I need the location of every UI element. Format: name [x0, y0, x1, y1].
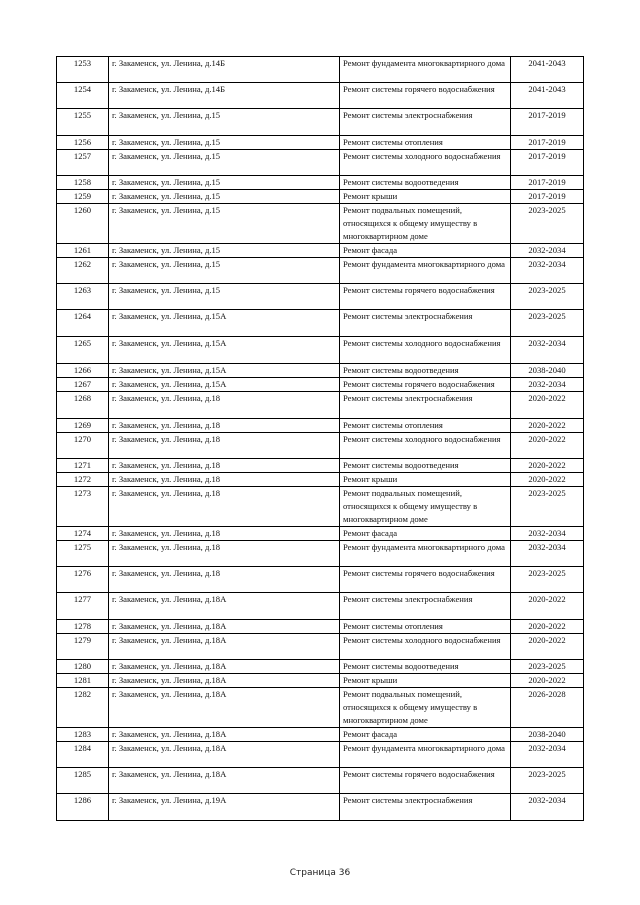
row-number-cell: 1278: [57, 620, 109, 634]
address-cell: г. Закаменск, ул. Ленина, д.15: [109, 204, 340, 244]
work-type-cell: Ремонт системы электроснабжения: [340, 392, 511, 419]
period-cell: 2020-2022: [511, 634, 584, 660]
table-row: [57, 459, 584, 473]
work-type-cell: Ремонт фасада: [340, 527, 511, 541]
table-body: [57, 57, 584, 821]
work-type-cell: Ремонт подвальных помещений, относящихся к общему имуществу в многоквартирном доме: [340, 688, 511, 728]
row-number-cell: 1260: [57, 204, 109, 244]
work-type-cell: Ремонт фасада: [340, 244, 511, 258]
period-cell: 2023-2025: [511, 487, 584, 527]
row-number-cell: 1255: [57, 109, 109, 136]
work-type-cell: Ремонт фундамента многоквартирного дома: [340, 742, 511, 768]
work-type-cell: Ремонт системы горячего водоснабжения: [340, 768, 511, 794]
table-row: [57, 768, 584, 794]
work-type-cell: Ремонт крыши: [340, 473, 511, 487]
work-type-cell: Ремонт системы холодного водоснабжения: [340, 433, 511, 459]
period-cell: 2020-2022: [511, 433, 584, 459]
address-cell: г. Закаменск, ул. Ленина, д.15: [109, 136, 340, 150]
row-number-cell: 1277: [57, 593, 109, 620]
row-number-cell: 1274: [57, 527, 109, 541]
work-type-cell: Ремонт системы электроснабжения: [340, 593, 511, 620]
period-cell: 2020-2022: [511, 593, 584, 620]
period-cell: 2020-2022: [511, 473, 584, 487]
table-row: [57, 527, 584, 541]
table-row: [57, 728, 584, 742]
address-cell: г. Закаменск, ул. Ленина, д.15А: [109, 364, 340, 378]
work-type-cell: Ремонт системы водоотведения: [340, 459, 511, 473]
address-cell: г. Закаменск, ул. Ленина, д.18: [109, 527, 340, 541]
row-number-cell: 1267: [57, 378, 109, 392]
table-row: [57, 634, 584, 660]
table-row: [57, 392, 584, 419]
work-type-cell: Ремонт фасада: [340, 728, 511, 742]
table-row: [57, 419, 584, 433]
address-cell: г. Закаменск, ул. Ленина, д.15: [109, 176, 340, 190]
row-number-cell: 1281: [57, 674, 109, 688]
row-number-cell: 1279: [57, 634, 109, 660]
table-row: [57, 83, 584, 109]
period-cell: 2020-2022: [511, 459, 584, 473]
period-cell: 2032-2034: [511, 527, 584, 541]
work-type-cell: Ремонт крыши: [340, 674, 511, 688]
work-type-cell: Ремонт системы холодного водоснабжения: [340, 634, 511, 660]
address-cell: г. Закаменск, ул. Ленина, д.15: [109, 258, 340, 284]
period-cell: 2023-2025: [511, 660, 584, 674]
period-cell: 2032-2034: [511, 337, 584, 364]
row-number-cell: 1261: [57, 244, 109, 258]
period-cell: 2020-2022: [511, 620, 584, 634]
row-number-cell: 1266: [57, 364, 109, 378]
address-cell: г. Закаменск, ул. Ленина, д.19А: [109, 794, 340, 821]
table-row: [57, 284, 584, 310]
period-cell: 2041-2043: [511, 83, 584, 109]
table-row: [57, 378, 584, 392]
period-cell: 2023-2025: [511, 768, 584, 794]
period-cell: 2020-2022: [511, 674, 584, 688]
period-cell: 2023-2025: [511, 567, 584, 593]
address-cell: г. Закаменск, ул. Ленина, д.18: [109, 392, 340, 419]
table-row: [57, 620, 584, 634]
work-type-cell: Ремонт системы горячего водоснабжения: [340, 284, 511, 310]
row-number-cell: 1280: [57, 660, 109, 674]
period-cell: 2026-2028: [511, 688, 584, 728]
table-row: [57, 109, 584, 136]
period-cell: 2017-2019: [511, 176, 584, 190]
work-type-cell: Ремонт системы водоотведения: [340, 660, 511, 674]
period-cell: 2020-2022: [511, 419, 584, 433]
row-number-cell: 1254: [57, 83, 109, 109]
period-cell: 2017-2019: [511, 109, 584, 136]
period-cell: 2032-2034: [511, 742, 584, 768]
table-row: [57, 487, 584, 527]
work-type-cell: Ремонт фундамента многоквартирного дома: [340, 541, 511, 567]
row-number-cell: 1264: [57, 310, 109, 337]
row-number-cell: 1258: [57, 176, 109, 190]
table-row: [57, 258, 584, 284]
row-number-cell: 1284: [57, 742, 109, 768]
address-cell: г. Закаменск, ул. Ленина, д.18: [109, 433, 340, 459]
work-type-cell: Ремонт системы горячего водоснабжения: [340, 83, 511, 109]
table-row: [57, 688, 584, 728]
row-number-cell: 1282: [57, 688, 109, 728]
work-type-cell: Ремонт системы электроснабжения: [340, 310, 511, 337]
work-type-cell: Ремонт системы холодного водоснабжения: [340, 337, 511, 364]
work-type-cell: Ремонт системы отопления: [340, 620, 511, 634]
row-number-cell: 1270: [57, 433, 109, 459]
table-row: [57, 433, 584, 459]
work-type-cell: Ремонт фундамента многоквартирного дома: [340, 57, 511, 83]
address-cell: г. Закаменск, ул. Ленина, д.18: [109, 419, 340, 433]
address-cell: г. Закаменск, ул. Ленина, д.15: [109, 284, 340, 310]
row-number-cell: 1269: [57, 419, 109, 433]
work-type-cell: Ремонт системы холодного водоснабжения: [340, 150, 511, 176]
work-type-cell: Ремонт системы отопления: [340, 136, 511, 150]
address-cell: г. Закаменск, ул. Ленина, д.18: [109, 487, 340, 527]
table-row: [57, 204, 584, 244]
work-type-cell: Ремонт системы водоотведения: [340, 176, 511, 190]
row-number-cell: 1268: [57, 392, 109, 419]
address-cell: г. Закаменск, ул. Ленина, д.15: [109, 244, 340, 258]
address-cell: г. Закаменск, ул. Ленина, д.18А: [109, 688, 340, 728]
address-cell: г. Закаменск, ул. Ленина, д.14Б: [109, 83, 340, 109]
period-cell: 2023-2025: [511, 284, 584, 310]
address-cell: г. Закаменск, ул. Ленина, д.18: [109, 567, 340, 593]
row-number-cell: 1285: [57, 768, 109, 794]
work-type-cell: Ремонт крыши: [340, 190, 511, 204]
work-type-cell: Ремонт фундамента многоквартирного дома: [340, 258, 511, 284]
period-cell: 2038-2040: [511, 728, 584, 742]
period-cell: 2041-2043: [511, 57, 584, 83]
period-cell: 2023-2025: [511, 310, 584, 337]
table-row: [57, 674, 584, 688]
table-row: [57, 794, 584, 821]
table-row: [57, 567, 584, 593]
work-type-cell: Ремонт системы электроснабжения: [340, 109, 511, 136]
address-cell: г. Закаменск, ул. Ленина, д.18А: [109, 593, 340, 620]
table-row: [57, 150, 584, 176]
work-type-cell: Ремонт системы отопления: [340, 419, 511, 433]
address-cell: г. Закаменск, ул. Ленина, д.18: [109, 473, 340, 487]
row-number-cell: 1259: [57, 190, 109, 204]
period-cell: 2023-2025: [511, 204, 584, 244]
row-number-cell: 1273: [57, 487, 109, 527]
repair-schedule-table: [56, 56, 584, 821]
row-number-cell: 1275: [57, 541, 109, 567]
table-row: [57, 176, 584, 190]
row-number-cell: 1271: [57, 459, 109, 473]
row-number-cell: 1265: [57, 337, 109, 364]
row-number-cell: 1257: [57, 150, 109, 176]
table-row: [57, 541, 584, 567]
period-cell: 2038-2040: [511, 364, 584, 378]
row-number-cell: 1253: [57, 57, 109, 83]
table-row: [57, 310, 584, 337]
work-type-cell: Ремонт подвальных помещений, относящихся к общему имуществу в многоквартирном доме: [340, 487, 511, 527]
address-cell: г. Закаменск, ул. Ленина, д.14Б: [109, 57, 340, 83]
address-cell: г. Закаменск, ул. Ленина, д.15: [109, 150, 340, 176]
address-cell: г. Закаменск, ул. Ленина, д.15: [109, 109, 340, 136]
row-number-cell: 1263: [57, 284, 109, 310]
address-cell: г. Закаменск, ул. Ленина, д.18А: [109, 620, 340, 634]
address-cell: г. Закаменск, ул. Ленина, д.15: [109, 190, 340, 204]
period-cell: 2032-2034: [511, 244, 584, 258]
work-type-cell: Ремонт системы горячего водоснабжения: [340, 378, 511, 392]
period-cell: 2017-2019: [511, 190, 584, 204]
address-cell: г. Закаменск, ул. Ленина, д.18А: [109, 634, 340, 660]
period-cell: 2032-2034: [511, 378, 584, 392]
table-row: [57, 660, 584, 674]
row-number-cell: 1286: [57, 794, 109, 821]
period-cell: 2017-2019: [511, 136, 584, 150]
period-cell: 2020-2022: [511, 392, 584, 419]
address-cell: г. Закаменск, ул. Ленина, д.15А: [109, 337, 340, 364]
work-type-cell: Ремонт подвальных помещений, относящихся к общему имуществу в многоквартирном доме: [340, 204, 511, 244]
row-number-cell: 1262: [57, 258, 109, 284]
table-row: [57, 742, 584, 768]
table-row: [57, 337, 584, 364]
row-number-cell: 1256: [57, 136, 109, 150]
address-cell: г. Закаменск, ул. Ленина, д.18А: [109, 660, 340, 674]
period-cell: 2032-2034: [511, 258, 584, 284]
table-row: [57, 57, 584, 83]
row-number-cell: 1283: [57, 728, 109, 742]
period-cell: 2032-2034: [511, 541, 584, 567]
address-cell: г. Закаменск, ул. Ленина, д.18: [109, 541, 340, 567]
address-cell: г. Закаменск, ул. Ленина, д.18А: [109, 674, 340, 688]
table-row: [57, 473, 584, 487]
table-row: [57, 136, 584, 150]
table-row: [57, 593, 584, 620]
address-cell: г. Закаменск, ул. Ленина, д.18А: [109, 728, 340, 742]
work-type-cell: Ремонт системы водоотведения: [340, 364, 511, 378]
address-cell: г. Закаменск, ул. Ленина, д.15А: [109, 310, 340, 337]
row-number-cell: 1272: [57, 473, 109, 487]
table-row: [57, 244, 584, 258]
period-cell: 2032-2034: [511, 794, 584, 821]
address-cell: г. Закаменск, ул. Ленина, д.15А: [109, 378, 340, 392]
address-cell: г. Закаменск, ул. Ленина, д.18: [109, 459, 340, 473]
address-cell: г. Закаменск, ул. Ленина, д.18А: [109, 768, 340, 794]
work-type-cell: Ремонт системы электроснабжения: [340, 794, 511, 821]
address-cell: г. Закаменск, ул. Ленина, д.18А: [109, 742, 340, 768]
table-row: [57, 190, 584, 204]
row-number-cell: 1276: [57, 567, 109, 593]
page-number: Страница 36: [289, 868, 351, 878]
period-cell: 2017-2019: [511, 150, 584, 176]
work-type-cell: Ремонт системы горячего водоснабжения: [340, 567, 511, 593]
table-row: [57, 364, 584, 378]
